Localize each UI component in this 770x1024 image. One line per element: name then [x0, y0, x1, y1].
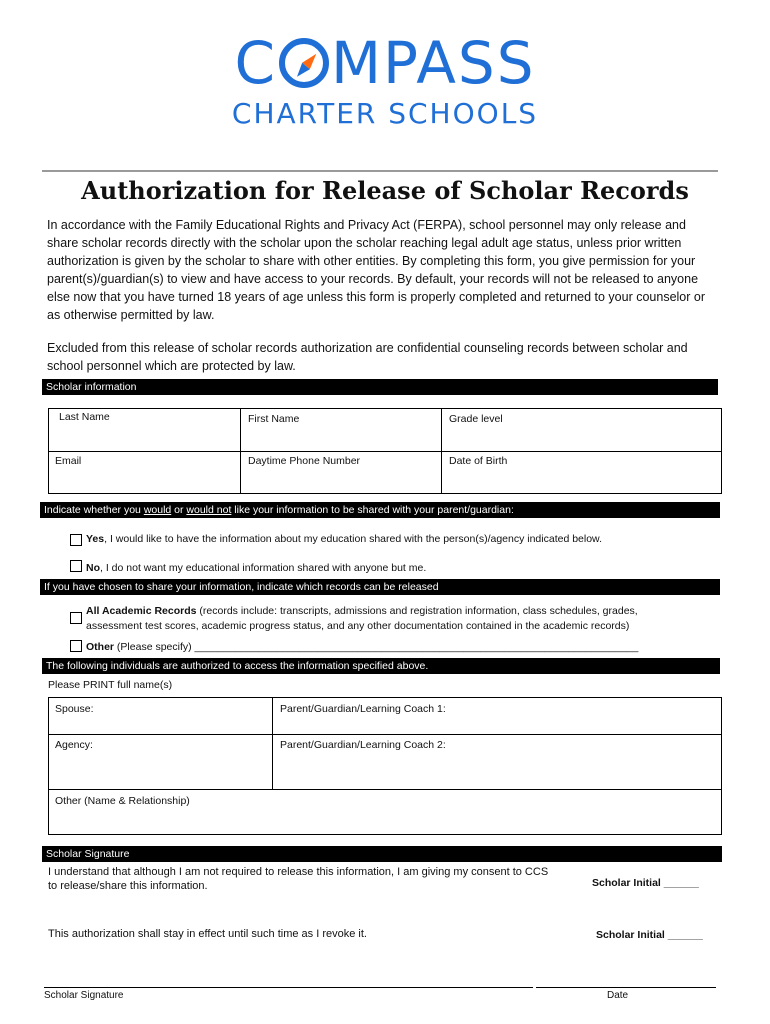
- other-records-label: [86, 641, 638, 653]
- effect-text: This authorization shall stay in effect until such time as I revoke it.: [48, 928, 367, 940]
- header-text: like your information to be shared with your parent/guardian:: [231, 504, 514, 516]
- academic-records-checkbox[interactable]: [70, 612, 82, 624]
- spouse-field[interactable]: [49, 698, 272, 734]
- yes-label-bold: Yes: [86, 533, 105, 545]
- signature-header: Scholar Signature: [42, 846, 722, 862]
- other-records-checkbox[interactable]: [70, 640, 82, 652]
- dob-field[interactable]: [442, 452, 721, 493]
- scholar-initial-1[interactable]: Scholar Initial ______: [592, 877, 699, 889]
- consent-text: [48, 865, 548, 893]
- date-label: Date: [607, 990, 629, 1001]
- first-name-label: First Name: [248, 413, 300, 425]
- academic-label-text: (records include: transcripts, admissions and registration information, class schedules, grades,: [196, 605, 638, 617]
- yes-checkbox[interactable]: [70, 534, 82, 546]
- other-individual-label: Other (Name & Relationship): [55, 795, 190, 807]
- page-title: Authorization for Release of Scholar Records: [81, 176, 689, 205]
- header-would: would: [143, 504, 172, 516]
- parent2-label: Parent/Guardian/Learning Coach 2:: [280, 739, 446, 751]
- header-would-not: would not: [186, 504, 232, 516]
- email-label: Email: [55, 455, 82, 467]
- scholar-info-table: [48, 408, 722, 494]
- scholar-info-header: Scholar information: [42, 379, 718, 395]
- header-text: or: [171, 504, 187, 516]
- intro-paragraph: In accordance with the Family Educational Rights and Privacy Act (FERPA), school personnel may only release and share scholar records directly with the scholar upon the scholar reaching legal adult age status, unless prior written authorization is given by the scholar to share with other entities. By completing this form, you give permission for your parent(s)/guardian(s) to view and have access to your records. By default, your records will not be released to anyone else now that you have turned 18 years of age unless this form is properly completed and returned to your counselor or as otherwise permitted by law.: [47, 218, 706, 322]
- compass-icon: [279, 38, 329, 88]
- academic-label-bold: All Academic Records: [86, 605, 197, 617]
- last-name-field[interactable]: [49, 409, 240, 451]
- date-line[interactable]: [536, 987, 716, 988]
- phone-label: Daytime Phone Number: [248, 455, 361, 467]
- signature-label: Scholar Signature: [44, 990, 124, 1001]
- records-header: If you have chosen to share your information, indicate which records can be released: [40, 579, 720, 595]
- grade-level-field[interactable]: [442, 409, 721, 451]
- grade-level-label: Grade level: [449, 413, 503, 425]
- no-label-text: , I do not want my educational information shared with anyone but me.: [100, 562, 427, 574]
- logo: [0, 28, 770, 97]
- last-name-label: Last Name: [59, 411, 110, 423]
- parent2-field[interactable]: [273, 735, 721, 789]
- spouse-label: Spouse:: [55, 703, 94, 715]
- other-individual-field[interactable]: [49, 790, 721, 834]
- yes-option-label: [86, 533, 602, 545]
- parent1-field[interactable]: [273, 698, 721, 734]
- individuals-table: [48, 697, 722, 835]
- header-text: Indicate whether you: [44, 504, 144, 516]
- logo-subtitle: CHARTER SCHOOLS: [231, 97, 539, 130]
- agency-field[interactable]: [49, 735, 272, 789]
- scholar-initial-2[interactable]: Scholar Initial ______: [596, 929, 703, 941]
- first-name-field[interactable]: [241, 409, 441, 451]
- excluded-paragraph: Excluded from this release of scholar records authorization are confidential counseling records between scholar and school personnel which are protected by law.: [47, 341, 688, 373]
- individuals-header: The following individuals are authorized to access the information specified above.: [42, 658, 720, 674]
- email-field[interactable]: [49, 452, 240, 493]
- no-checkbox[interactable]: [70, 560, 82, 572]
- header-divider: [42, 170, 718, 172]
- consent-line-1: I understand that although I am not required to release this information, I am giving my consent to CCS: [48, 866, 549, 878]
- academic-records-label: [86, 604, 638, 634]
- academic-label-text-2: assessment test scores, academic progress status, and any other documentation contained in the academic records): [86, 620, 630, 632]
- parent1-label: Parent/Guardian/Learning Coach 1:: [280, 703, 446, 715]
- other-specify-field[interactable]: (Please specify) ____________________________________________________________________________: [114, 641, 639, 653]
- logo-word-mpass: MPASS: [330, 28, 536, 97]
- dob-label: Date of Birth: [449, 455, 508, 467]
- other-label-bold: Other: [86, 641, 115, 653]
- consent-line-2: to release/share this information.: [48, 880, 208, 892]
- phone-field[interactable]: [241, 452, 441, 493]
- share-preference-header: [40, 502, 720, 518]
- signature-line[interactable]: [44, 987, 533, 988]
- agency-label: Agency:: [55, 739, 93, 751]
- print-note: Please PRINT full name(s): [48, 679, 173, 691]
- yes-label-text: , I would like to have the information about my education shared with the person(s)/agency indicated below.: [104, 533, 602, 545]
- no-option-label: [86, 562, 426, 574]
- logo-letter-c: C: [234, 28, 277, 97]
- no-label-bold: No: [86, 562, 100, 574]
